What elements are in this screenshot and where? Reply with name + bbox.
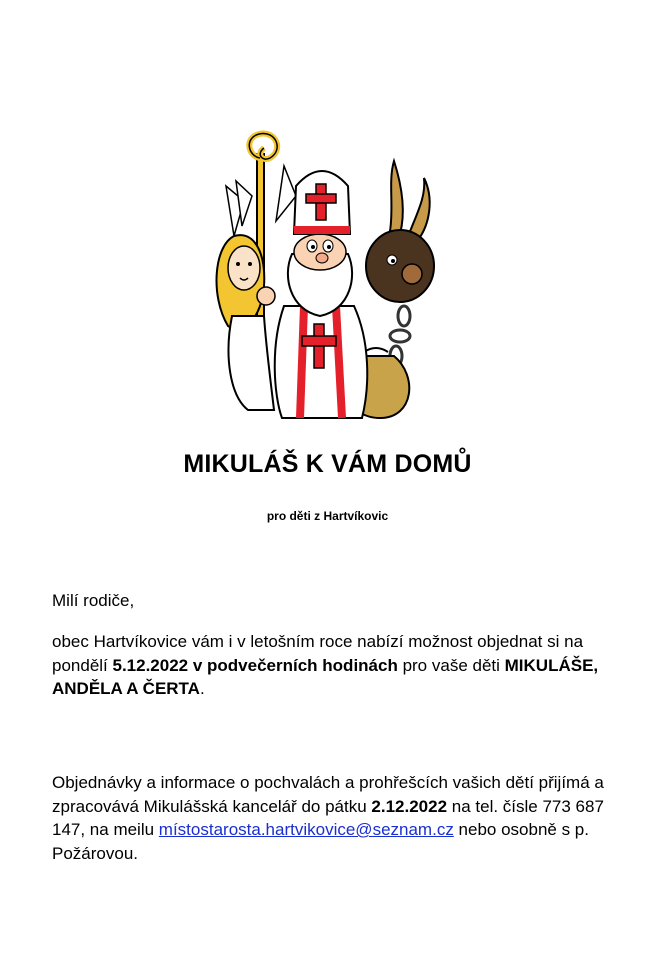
orders-text-3: nebo osobně s p. Požárovou. [52, 820, 589, 863]
offer-text-1: obec Hartvíkovice vám i v letošním roce nabízí možnost objednat si na pondělí [52, 632, 584, 675]
orders-text-1: Objednávky a informace o pochvalách a prohřešcích vašich dětí přijímá a zpracovává Mikulášská kancelář do pátku [52, 773, 604, 816]
mikulas-angel-devil-illustration [204, 126, 440, 424]
illustration-svg [204, 126, 440, 424]
characters: MIKULÁŠE, ANDĚLA A ČERTA [52, 655, 599, 698]
offer-text-2: pro vaše děti [397, 655, 505, 675]
email-link[interactable]: místostarosta.hartvikovice@seznam.cz [158, 820, 454, 839]
orders-paragraph [52, 771, 612, 865]
offer-paragraph [52, 630, 612, 701]
page-title: MIKULÁŠ K VÁM DOMŮ [183, 450, 472, 478]
order-deadline: 2.12.2022 [371, 796, 448, 816]
devil-horns-icon [390, 161, 430, 240]
orders-text-2: na tel. čísle 773 687 147, na meilu [52, 796, 604, 839]
page-subtitle: pro děti z Hartvíkovic [266, 509, 389, 523]
angel-face [228, 246, 260, 290]
devil-head [366, 230, 434, 302]
mikulas-face [294, 234, 346, 270]
offer-text-3: . [199, 679, 205, 698]
angel-dress [229, 316, 274, 410]
event-date: 5.12.2022 v podvečerních hodinách [112, 655, 398, 675]
greeting: Milí rodiče, [52, 591, 135, 610]
